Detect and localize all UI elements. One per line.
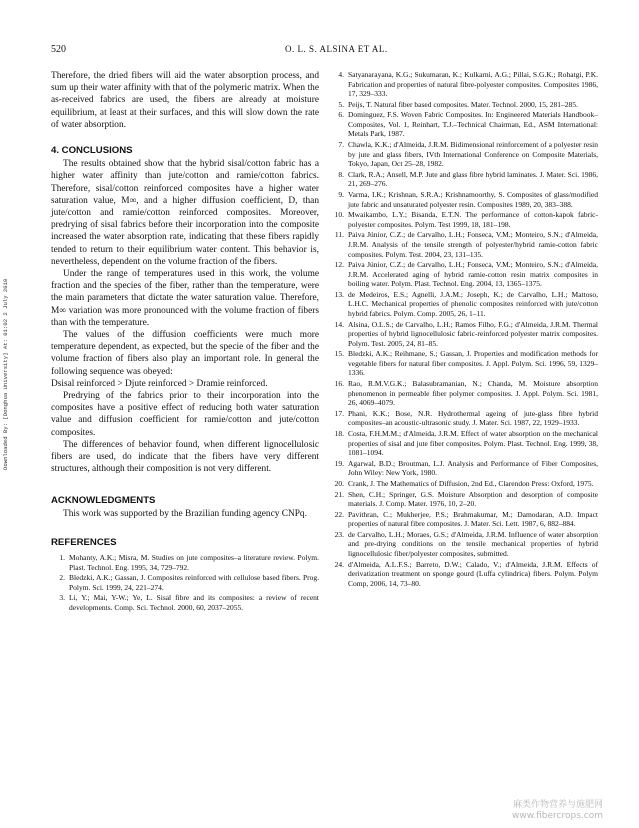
reference-item (330, 70, 598, 99)
reference-text: Phani, K.K.; Bose, N.R. Hydrothermal ageing of jute-glass fibre hybrid composites–an acoustic-ultrasonic study. J. Mater. Sci. 1987, 22, 1929–1933. (348, 408, 598, 428)
conclusions-heading: 4. CONCLUSIONS (51, 145, 133, 157)
acknowledgments-heading: ACKNOWLEDGMENTS (51, 494, 156, 506)
reference-text: Bledzki, A.K.; Gassan, J. Composites reinforced with cellulose based fibers. Prog. Polym. Sci. 1999, 24, 221–274. (69, 573, 319, 592)
reference-item (330, 290, 598, 319)
reference-text: Rao, R.M.V.G.K.; Balasubramanian, N.; Chanda, M. Moisture absorption phenomenon in permeable fiber polymer composites. J. Appl. Polym. Sci. 1981, 26, 4069–4079. (348, 379, 598, 408)
reference-text: de Medeiros, E.S.; Agnelli, J.A.M.; Joseph, K.; de Carvalho, L.H.; Mattoso, L.H.C. Mechanical properties of phenolic composites reinforced with jute/cotton hybrid fabrics. Polym. Comp. 2005, 26, 1–11. (348, 289, 598, 318)
reference-item (51, 573, 319, 592)
reference-number: 12. (334, 260, 344, 270)
reference-text: Bledzki, A.K.; Reihmane, S.; Gassan, J. Properties and modification methods for vegetable fibers for natural fiber composites. J. Appl. Polym. Sci. 1996, 59, 1329–1336. (348, 349, 598, 378)
reference-text: Peijs, T. Natural fiber based composites. Mater. Technol. 2000, 15, 281–285. (348, 99, 578, 109)
reference-item (330, 479, 598, 489)
reference-text: Alsina, O.L.S.; de Carvalho, L.H.; Ramos Filho, F.G.; d'Almeida, J.R.M. Thermal properties of hybrid lignocellulosic fabric-reinforced polyester matrix composites. Polym. Test. 2005, 24, 81–85. (348, 319, 598, 348)
reference-number: 7. (338, 140, 344, 150)
diffusion-sequence-formula: Dsisal reinforced > Djute reinforced > Dramie reinforced. (51, 378, 268, 389)
reference-text: Agarwal, B.D.; Broutman, L.J. Analysis and Performance of Fiber Composites, John Wiley: New York, 1980. (348, 458, 598, 478)
acknowledgments-text: This work was supported by the Brazilian funding agency CNPq. (63, 508, 307, 519)
reference-number: 5. (338, 99, 344, 109)
conclusions-paragraph-5: The differences of behavior found, when different lignocellulosic fibers are used, do indicate that the fibers have very different structures, although their composition is not very different. (51, 439, 319, 475)
reference-text: d'Almeida, A.L.F.S.; Barreto, D.W.; Calado, V.; d'Almeida, J.R.M. Effects of derivatization treatment on sponge gourd (Luffa cylindrica) fibers. Polym. Polym Comp, 2006, 14, 73–80. (348, 559, 598, 588)
reference-number: 14. (334, 319, 344, 329)
reference-number: 24. (334, 559, 344, 569)
reference-item (330, 349, 598, 378)
references-list-right (330, 70, 598, 589)
reference-item (330, 230, 598, 259)
reference-item (330, 490, 598, 509)
conclusions-paragraph-2: Under the range of temperatures used in this work, the volume fraction and the species of the fiber, rather than the temperature, were the main parameters that dictate the water saturation value. Therefore, M∞ variation was more pronounced with the volume fraction of fibers than with the temperature. (51, 269, 319, 328)
reference-item (51, 593, 319, 612)
references-heading: REFERENCES (51, 536, 117, 548)
reference-number: 4. (338, 70, 344, 79)
reference-number: 17. (334, 408, 344, 418)
reference-item (330, 170, 598, 189)
reference-text: Shen, C.H.; Springer, G.S. Moisture Absorption and desorption of composite materials. J. Comp. Mater. 1976, 10, 2–20. (348, 489, 598, 509)
reference-number: 6. (338, 110, 344, 120)
conclusions-paragraph-3: The values of the diffusion coefficients were much more temperature dependent, as expected, but the specie of the fiber and the volume fraction of fibers also play an important role. In general the following sequence was obeyed: (51, 330, 319, 377)
download-stamp-text: Downloaded By: [Donghua University] At: 01:02 2 July 2010 (2, 278, 9, 470)
download-stamp (2, 278, 10, 478)
intro-paragraph: Therefore, the dried fibers will aid the water absorption process, and sum up their water affinity with that of the polymeric matrix. When the as-received fabrics are used, the fibers are already at moisture equilibrium, at least at their surfaces, and this will slow down the rate of water absorption. (51, 71, 319, 130)
reference-number: 8. (338, 169, 344, 179)
reference-number: 9. (338, 190, 344, 200)
reference-number: 19. (334, 458, 344, 468)
reference-item (330, 560, 598, 589)
reference-item (330, 379, 598, 408)
reference-item (330, 210, 598, 229)
reference-text: Pavithran, C.; Mukherjee, P.S.; Brahmakumar, M.; Damodaran, A.D. Impact properties of natural fibre composites. J. Mater. Sci. Lett. 1987, 6, 882–884. (348, 509, 598, 529)
reference-number: 23. (334, 529, 344, 539)
site-watermark-name: 麻类作物营养与施肥网 (512, 800, 603, 810)
reference-text: Dominguez, F.S. Woven Fabric Composites. In: Engineered Materials Handbook–Composites, Vol. 1, Reinhart, T.J.–Technical Chairman, Ed., ASM International: Metals Park, 1987. (348, 110, 598, 139)
reference-number: 22. (334, 509, 344, 519)
running-title: O. L. S. ALSINA ET AL. (285, 44, 388, 54)
reference-text: Mwaikambo, L.Y.; Bisanda, E.T.N. The performance of cotton-kapok fabric-polyester composites. Polym. Test 1999, 18, 181–198. (348, 210, 598, 229)
page-number: 520 (51, 44, 66, 55)
reference-item (330, 140, 598, 169)
reference-item (330, 459, 598, 478)
reference-number: 3. (59, 593, 65, 603)
reference-text: Varma, I.K.; Krishnan, S.R.A.; Krishnamoorthy, S. Composites of glass/modified jute fabric and unsaturated polyester resin. Composites 1989, 20, 383–388. (348, 190, 598, 209)
reference-item (330, 190, 598, 209)
site-watermark (512, 800, 603, 822)
reference-number: 16. (334, 379, 344, 389)
reference-number: 11. (334, 230, 344, 240)
reference-number: 21. (334, 489, 344, 499)
reference-text: de Carvalho, L.H.; Moraes, G.S.; d'Almeida, J.R.M. Influence of water absorption and pre-drying conditions on the tensile mechanical properties of hybrid lignocellulosic fiber/polyester composites, submitted. (348, 529, 598, 559)
references-list-left (51, 553, 319, 612)
site-watermark-url: www.fibercrops.com (512, 811, 603, 821)
reference-item (330, 510, 598, 529)
reference-item (330, 409, 598, 428)
reference-item (330, 530, 598, 559)
reference-number: 1. (59, 553, 65, 563)
reference-number: 18. (334, 429, 344, 438)
conclusions-paragraph-4: Predrying of the fabrics prior to their incorporation into the composites have a positive effect of reducing both water saturation value and diffusion coefficient for ramie/cotton and jute/cotton composites. (51, 391, 319, 438)
reference-item (330, 100, 598, 110)
left-column (51, 70, 319, 614)
conclusions-paragraph-1: The results obtained show that the hybrid sisal/cotton fabric has a higher water affinity than jute/cotton and ramie/cotton fabrics. Therefore, sisal/cotton reinforced composites have a higher water saturation value, M∞, and a higher diffusion coefficient, D, than jute/cotton and ramie/cotton reinforced composites. Moreover, predrying of sisal fabrics before their incorporation into the composite increased the water absorption rate, indicating that these fibers rapidly tended to return to their equilibrium water content. This behavior is, nevertheless, dependent on the volume fraction of the fibers. (51, 159, 319, 267)
reference-item (51, 553, 319, 572)
reference-number: 15. (334, 349, 344, 359)
reference-number: 2. (59, 573, 65, 583)
reference-item (330, 110, 598, 139)
reference-item (330, 429, 598, 458)
reference-item (330, 260, 598, 289)
reference-item (330, 320, 598, 349)
reference-text: Paiva Júnior, C.Z.; de Carvalho, L.H.; Fonseca, V.M.; Monteiro, S.N.; d'Almeida, J.R.M. Analysis of the tensile strength of polyester/hybrid ramie-cotton fabric composites. Polym. Test. 2004, 23, 131–135. (348, 230, 598, 259)
reference-text: Chawla, K.K.; d'Almeida, J.R.M. Bidimensional reinforcement of a polyester resin by jute and glass fibers, IVth International Conference on Composite Materials, Tokyo, Japan, Oct 25–28, 1982. (348, 140, 598, 169)
reference-number: 20. (334, 478, 344, 488)
reference-number: 13. (334, 289, 344, 299)
reference-text: Costa, F.H.M.M.; d'Almeida, J.R.M. Effect of water absorption on the mechanical properties of sisal and jute fiber composites. Polym. Plast. Technol. Eng. 1999, 38, 1081–1094. (348, 429, 598, 458)
reference-text: Mohanty, A.K.; Misra, M. Studies on jute composites–a literature review. Polym. Plast. Technol. Eng. 1995, 34, 729–792. (69, 553, 319, 572)
reference-text: Crank, J. The Mathematics of Diffusion, 2nd Ed., Clarendon Press: Oxford, 1975. (348, 478, 594, 488)
reference-text: Li, Y.; Mai, Y-W.; Ye, L. Sisal fibre and its composites: a review of recent developments. Comp. Sci. Technol. 2000, 60, 2037–2055. (69, 593, 319, 613)
reference-number: 10. (334, 210, 344, 220)
reference-text: Satyanarayana, K.G.; Sukumaran, K.; Kulkarni, A.G.; Pillai, S.G.K.; Rohatgi, P.K. Fabrication and properties of natural fibre-polyester composites. Composites 1986, 17, 329–333. (348, 70, 598, 99)
reference-text: Paiva Júnior, C.Z.; de Carvalho, L.H.; Fonseca, V.M.; Monteiro, S.N.; d'Almeida, J.R.M. Accelerated aging of hybrid ramie-cotton resin matrix composites in boiling water. Polym. Plast. Technol. Eng. 2004, 13, 1365–1375. (348, 260, 598, 289)
reference-text: Clark, R.A.; Ansell, M.P. Jute and glass fibre hybrid laminates. J. Mater. Sci. 1986, 21, 269–276. (348, 169, 598, 189)
